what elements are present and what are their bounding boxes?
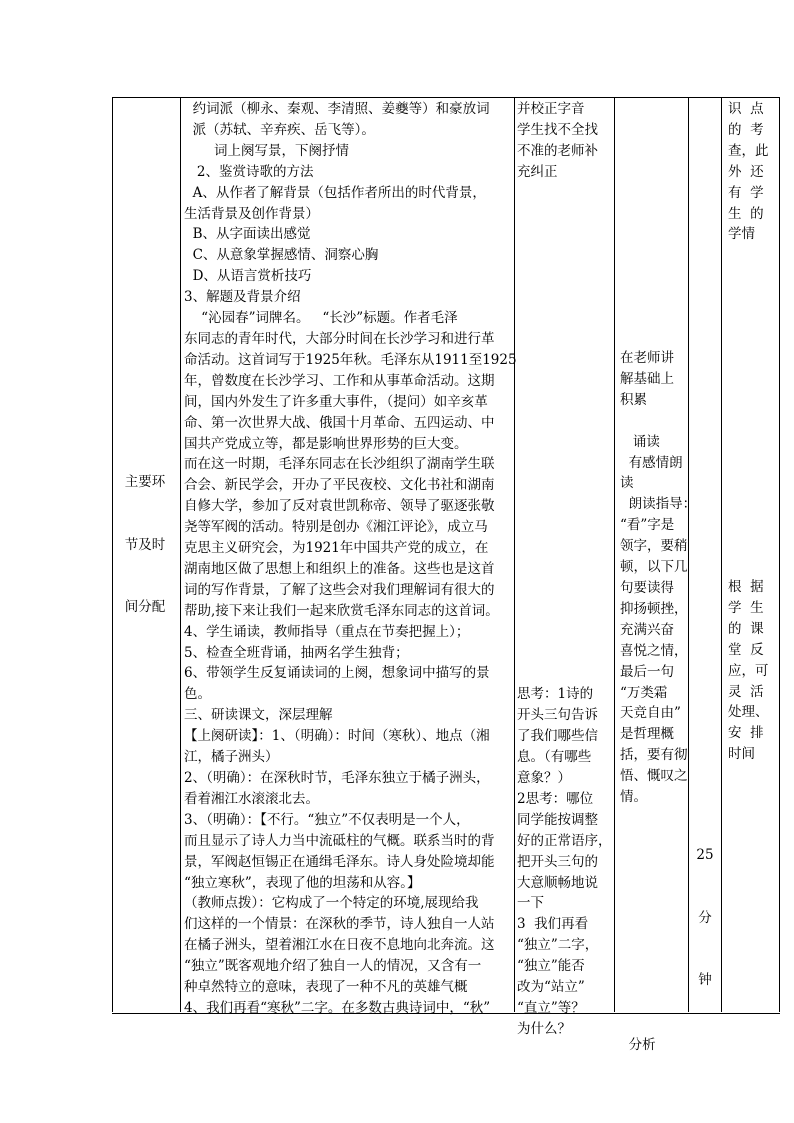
teaching-content-cell — [184, 99, 517, 1019]
content-line: C、从意象掌握感情、洞察心胸 — [184, 247, 379, 264]
design-purpose-line: 学 生 — [728, 599, 764, 616]
teacher-activity-line: 天竞自由” — [620, 705, 681, 722]
teacher-analysis-text: 分析 — [620, 1036, 656, 1053]
design-purpose-line: 安 排 — [728, 725, 764, 742]
student-activity-line — [517, 517, 609, 538]
content-line: “独立”既客观地介绍了独自一人的情况，又含有一 — [184, 958, 482, 975]
student-activity-line: 为什么？ — [517, 1020, 571, 1037]
teacher-activity-line: 喜悦之情， — [620, 642, 688, 659]
design-purpose-line: 处理、 — [728, 704, 769, 721]
student-activity-line: 了我们哪些信 — [517, 728, 598, 745]
student-activity-line: “独立”二字， — [517, 937, 599, 954]
design-purpose-line: 有 学 — [728, 184, 764, 201]
design-purpose-line: 堂 反 — [728, 641, 764, 658]
student-activity-line — [517, 434, 609, 455]
student-activity-line: 大意顺畅地说 — [517, 874, 598, 891]
content-line: 3、解题及背景介绍 — [184, 289, 301, 306]
teacher-activity-line: 句要读得 — [620, 579, 674, 596]
content-line: 间，国内外发生了许多重大事件，（提问）如辛亥革 — [184, 393, 488, 410]
student-activity-line: “独立”能否 — [517, 958, 585, 975]
teacher-activity-line: 情。 — [620, 789, 647, 806]
content-line: D、从语言赏析技巧 — [184, 268, 312, 285]
student-activity-cell — [517, 99, 612, 1040]
content-line: 4、学生诵读，教师指导（重点在节奏把握上）； — [184, 623, 470, 640]
content-line: 帮助,接下来让我们一起来欣赏毛泽东同志的这首词。 — [184, 602, 499, 619]
student-activity-line: 不准的老师补 — [517, 142, 598, 159]
teacher-activity-line: 括，要有彻 — [620, 747, 688, 764]
student-activity-line — [517, 663, 609, 684]
content-line: 3、（明确）：【不行。“独立”不仅表明是一个人， — [184, 811, 470, 828]
content-line: B、从字面读出感觉 — [184, 226, 311, 243]
student-activity-line — [517, 538, 609, 559]
student-activity-line: 息。（有哪些 — [517, 749, 592, 766]
design-purpose-line: 灵 活 — [728, 683, 764, 700]
content-line: 色。 — [184, 686, 211, 703]
student-activity-line: 2思考：哪位 — [517, 790, 594, 807]
teacher-activity-line: 最后一句 — [620, 663, 674, 680]
student-activity-line — [517, 266, 609, 287]
content-line: 约词派（柳永、秦观、李清照、姜夔等）和豪放词 — [184, 101, 490, 117]
content-line: 词上阕写景，下阕抒情 — [184, 142, 350, 159]
student-activity-line — [517, 329, 609, 350]
design-purpose-line: 外 还 — [728, 163, 764, 180]
teacher-activity-line — [620, 411, 716, 432]
teacher-activity-line: 朗读指导： — [620, 496, 697, 513]
teacher-activity-line: 顿，以下几 — [620, 559, 688, 576]
student-activity-line — [517, 496, 609, 517]
row-label-line: 间分配 — [124, 599, 166, 616]
teacher-activity-cell — [620, 348, 716, 808]
content-line: 4、我们再看“寒秋”二字。在多数古典诗词中，“秋” — [184, 999, 491, 1016]
student-activity-line: 同学能按调整 — [517, 811, 598, 828]
student-activity-line: 意象？） — [517, 770, 571, 786]
student-activity-line — [517, 454, 609, 475]
content-line: 克思主义研究会，为1921年中国共产党的成立，在 — [184, 540, 489, 557]
student-activity-line — [517, 287, 609, 308]
student-activity-line — [517, 643, 609, 664]
content-line: 年，曾数度在长沙学习、工作和从事革命活动。这期 — [184, 372, 495, 389]
student-activity-line — [517, 580, 609, 601]
content-line: A、从作者了解背景（包括作者所出的时代背景， — [184, 184, 486, 201]
content-line: 们这样的一个情景：在深秋的季节，诗人独自一人站 — [184, 916, 495, 933]
content-line: 6、带领学生反复诵读词的上阕，想象词中描写的景 — [184, 665, 490, 682]
content-line: 2、鉴赏诗歌的方法 — [184, 163, 314, 180]
design-purpose-line: 的 课 — [728, 620, 764, 637]
row-label-cell — [118, 430, 172, 639]
teacher-activity-line: 悟、慨叹之 — [620, 768, 688, 785]
content-line: “独立寒秋”，表现了他的坦荡和从容。】 — [184, 874, 421, 891]
design-purpose-cell-top — [728, 99, 774, 245]
student-activity-line: 学生找不全找 — [517, 121, 598, 138]
content-line: 词的写作背景，了解了这些会对我们理解词有很大的 — [184, 581, 495, 598]
student-activity-line: 把开头三句的 — [517, 853, 598, 870]
student-activity-line: 一下 — [517, 895, 544, 912]
design-purpose-line: 应，可 — [728, 662, 769, 679]
teacher-activity-line: 充满兴奋 — [620, 621, 674, 638]
content-line: 派（苏轼、辛弃疾、岳飞等）。 — [184, 121, 375, 138]
content-line: 三、研读课文，深层理解 — [184, 707, 333, 724]
content-line: 尧等军阀的活动。特别是创办《湘江评论》，成立马 — [184, 519, 488, 536]
student-activity-line: 思考：1诗的 — [517, 686, 594, 703]
time-line: 25 — [696, 846, 714, 863]
row-label-line: 主要环 — [124, 473, 166, 490]
content-line: 种卓然特立的意味，表现了一种不凡的英雄气概 — [184, 979, 468, 996]
content-line: 而且显示了诗人力当中流砥柱的气概。联系当时的背 — [184, 832, 495, 849]
student-activity-line: 3 我们再看 — [517, 916, 589, 933]
content-line: 命活动。这首词写于1925年秋。毛泽东从1911至1925 — [184, 351, 517, 368]
student-activity-line — [517, 622, 609, 643]
column-divider-1 — [180, 97, 181, 1012]
column-divider-3 — [614, 97, 615, 1012]
design-purpose-line: 根 据 — [728, 579, 764, 595]
student-activity-line: 改为“站立” — [517, 979, 585, 996]
table-border-left — [112, 97, 113, 1012]
content-line: 2、（明确）：在深秋时节，毛泽东独立于橘子洲头， — [184, 770, 490, 786]
student-activity-line — [517, 413, 609, 434]
student-activity-line — [517, 224, 609, 245]
column-divider-5 — [721, 97, 722, 1012]
student-activity-line: 充纠正 — [517, 163, 558, 180]
student-activity-line — [517, 245, 609, 266]
content-line: 命、第一次世界大战、俄国十月革命、五四运动、中 — [184, 414, 495, 431]
student-activity-line — [517, 308, 609, 329]
content-line: 5、检查全班背诵，抽两名学生独背； — [184, 644, 409, 661]
row-label-line: 节及时 — [124, 536, 166, 553]
teacher-activity-line: 诵读 — [620, 433, 660, 450]
student-activity-line: 并校正字音 — [517, 101, 585, 117]
content-line: 看着湘江水滚滚北去。 — [184, 790, 319, 807]
design-purpose-line: 的 考 — [728, 121, 764, 138]
table-border-right — [779, 97, 780, 1012]
student-activity-line — [517, 183, 609, 204]
content-line: 【上阕研读】：1、（明确）：时间（寒秋）、地点（湘 — [184, 728, 490, 745]
teacher-activity-line: 在老师讲 — [620, 350, 674, 366]
content-line: 江，橘子洲头） — [184, 749, 279, 766]
student-activity-line — [517, 350, 609, 371]
teacher-activity-line: 抑扬顿挫， — [620, 600, 688, 617]
content-line: 合会、新民学会，开办了平民夜校、文化书社和湖南 — [184, 477, 495, 494]
student-activity-line: “直立”等？ — [517, 999, 585, 1016]
student-activity-line — [517, 601, 609, 622]
content-line: 湖南地区做了思想上和组织上的准备。这些也是这首 — [184, 560, 495, 577]
design-purpose-line: 识 点 — [728, 101, 764, 117]
student-activity-line — [517, 475, 609, 496]
design-purpose-line: 生 的 — [728, 205, 764, 222]
time-allocation-cell — [692, 803, 718, 1012]
content-line: 而在这一时期，毛泽东同志在长沙组织了湖南学生联 — [184, 456, 495, 473]
teacher-activity-line: 积累 — [620, 391, 647, 408]
time-line: 分 — [698, 909, 712, 926]
content-line: “沁园春”词牌名。 “长沙”标题。作者毛泽 — [184, 310, 458, 327]
teacher-activity-line: 读 — [620, 475, 634, 492]
design-purpose-line: 查，此 — [728, 142, 769, 159]
content-line: 生活背景及创作背景） — [184, 205, 319, 222]
student-activity-line — [517, 392, 609, 413]
teacher-activity-line: 领字，要稍 — [620, 538, 688, 555]
student-activity-line — [517, 371, 609, 392]
teacher-activity-line: “看”字是 — [620, 517, 675, 534]
student-activity-line: 开头三句告诉 — [517, 707, 598, 724]
content-line: 景，军阀赵恒锡正在通缉毛泽东。诗人身处险境却能 — [184, 853, 495, 870]
teacher-activity-line: 有感情朗 — [620, 454, 683, 471]
teacher-activity-line: 解基础上 — [620, 370, 674, 387]
student-activity-line — [517, 204, 609, 225]
design-purpose-line: 时间 — [728, 746, 755, 763]
content-line: 自修大学，参加了反对袁世凯称帝、领导了驱逐张敬 — [184, 498, 495, 515]
content-line: 国共产党成立等，都是影响世界形势的巨大变。 — [184, 435, 468, 452]
design-purpose-cell-bottom — [728, 577, 774, 765]
time-line: 钟 — [698, 972, 712, 989]
student-activity-line: 好的正常语序， — [517, 832, 612, 849]
teacher-activity-line: “万类霜 — [620, 684, 668, 701]
teacher-activity-line: 是哲理概 — [620, 726, 674, 743]
design-purpose-line: 学情 — [728, 226, 755, 243]
student-activity-line — [517, 559, 609, 580]
column-divider-2 — [514, 97, 515, 1012]
content-line: 东同志的青年时代，大部分时间在长沙学习和进行革 — [184, 330, 495, 347]
content-line: （教师点拨）：它构成了一个特定的环境,展现给我 — [184, 895, 479, 912]
content-line: 在橘子洲头，望着湘江水在日夜不息地向北奔流。这 — [184, 937, 495, 954]
